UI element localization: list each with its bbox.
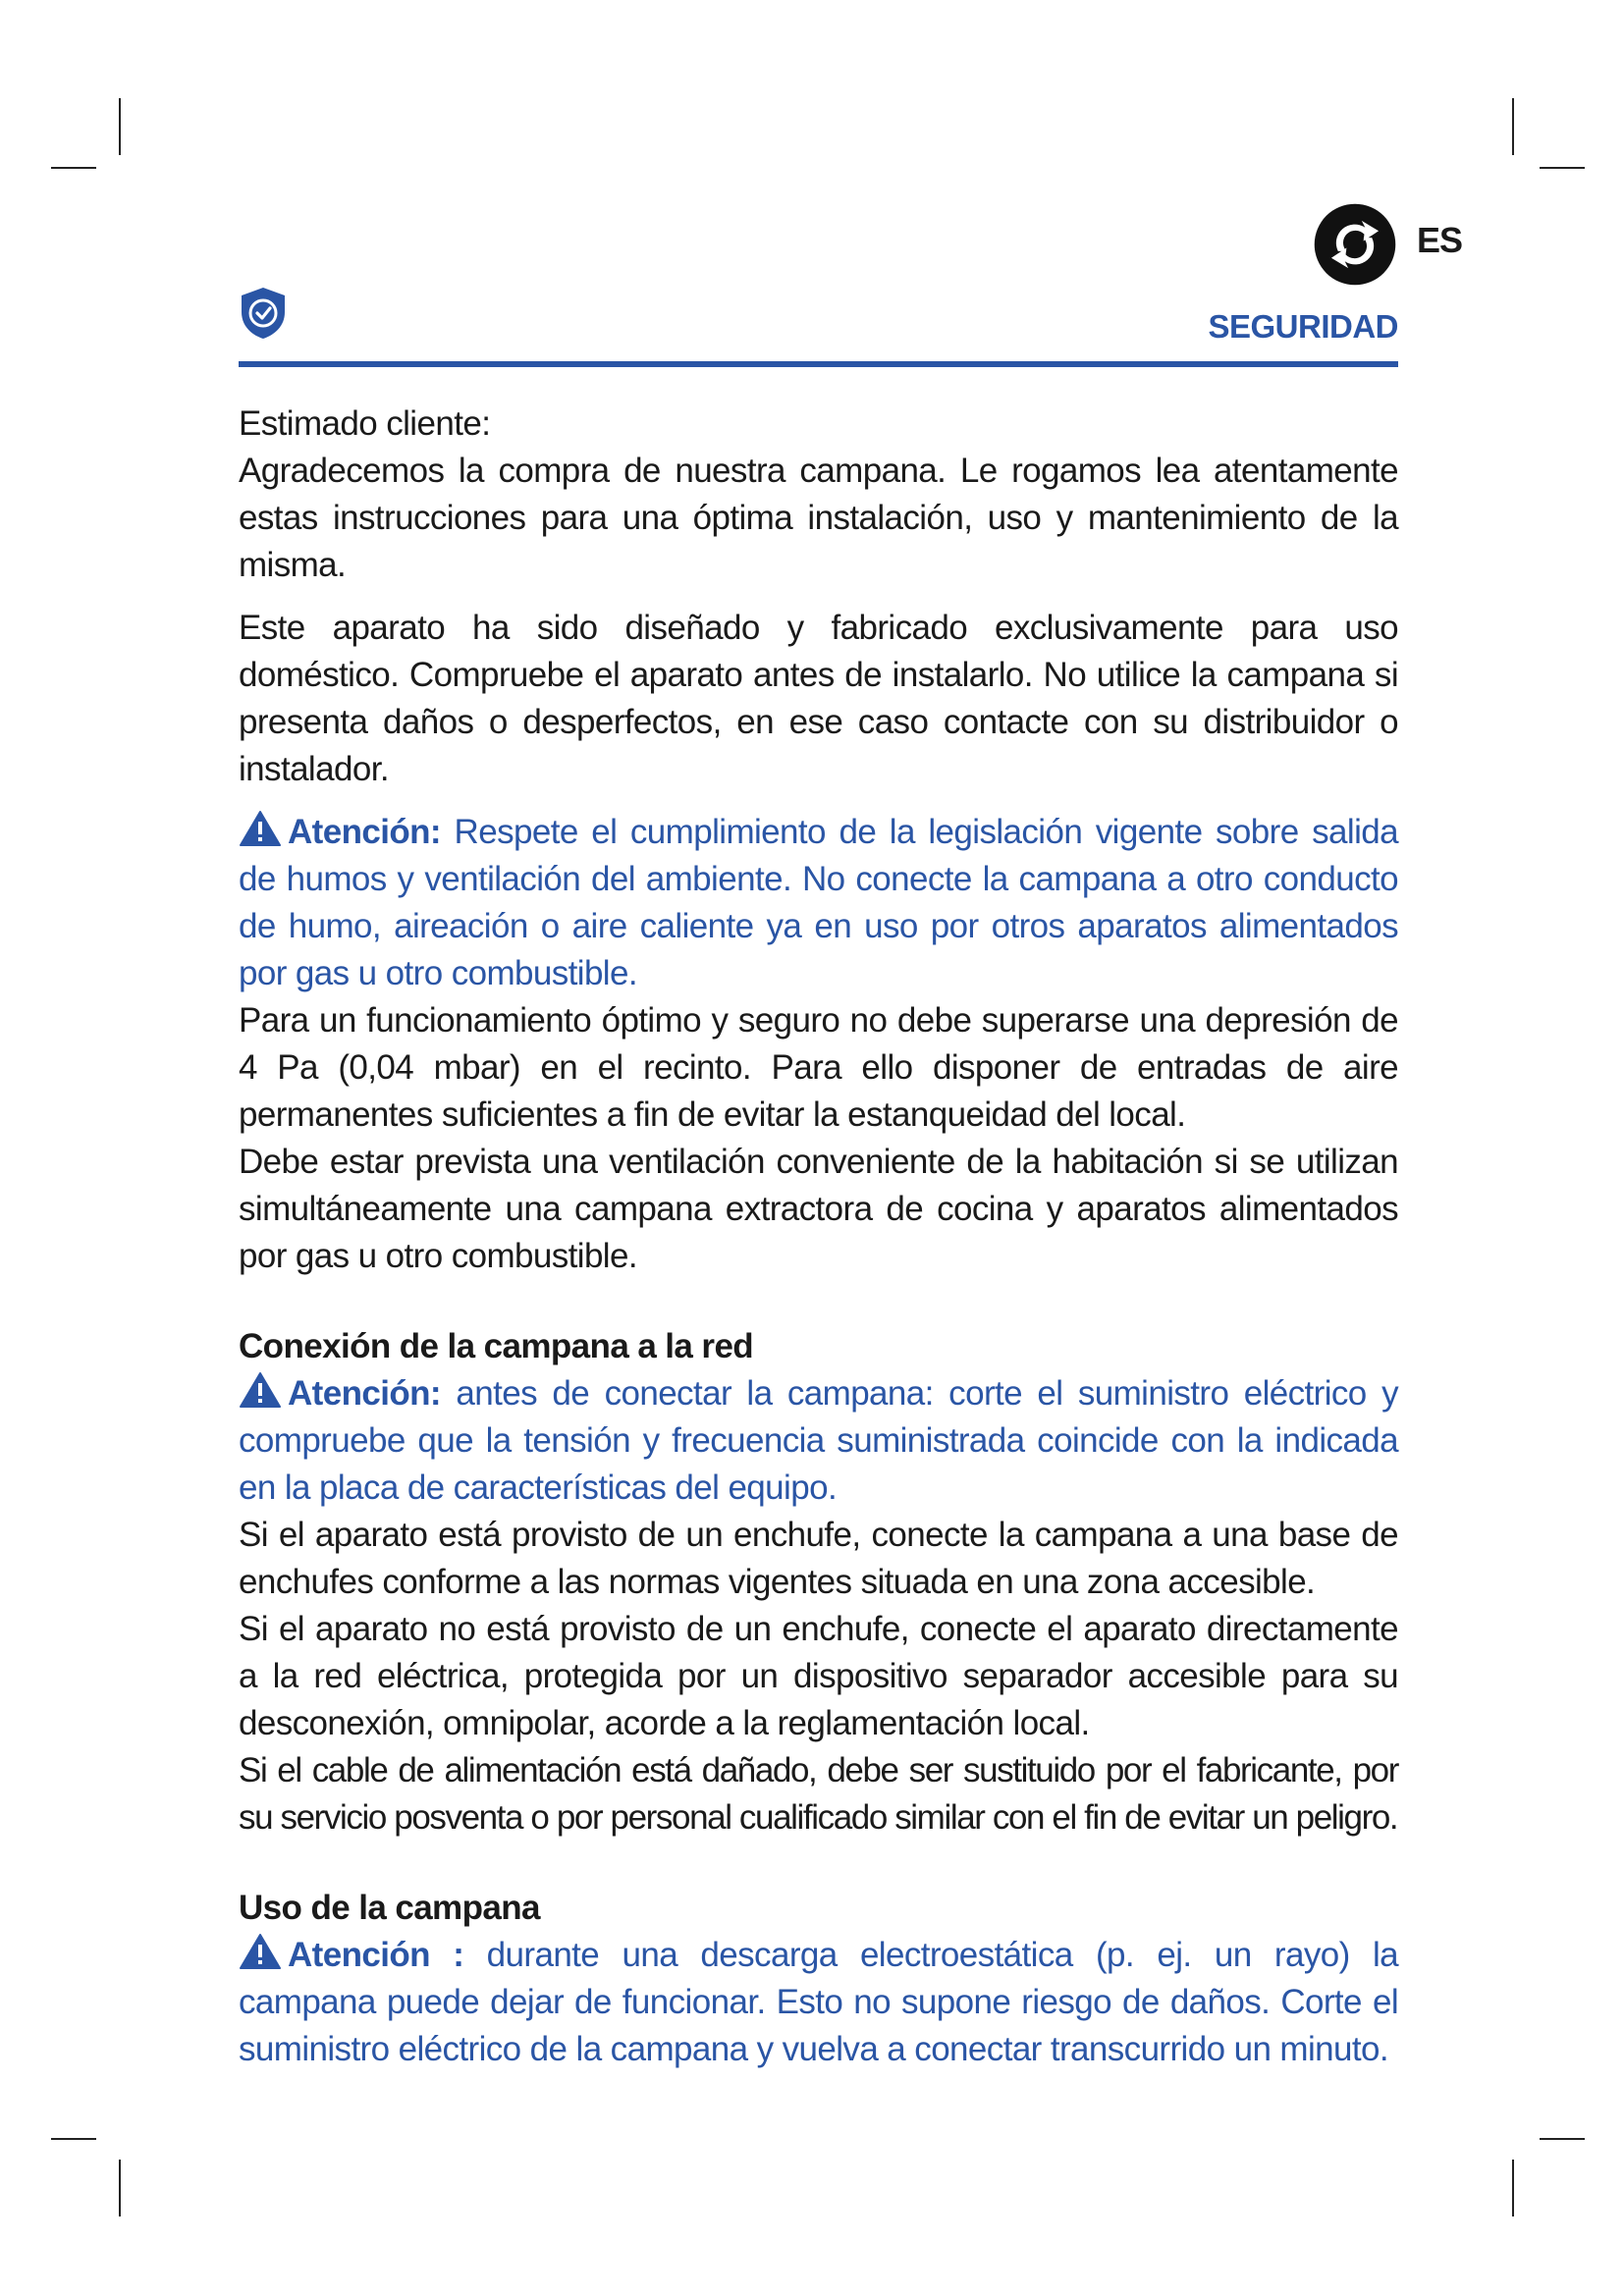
domestic-use-paragraph: Este aparato ha sido diseñado y fabricado exclusivamente para uso doméstico. Compruebe el aparato antes de instalarlo. No utilice la campana si presenta daños o desperfectos, en ese caso contacte con su distribuidor o instalador. (239, 609, 1398, 788)
section-title: SEGURIDAD (1208, 308, 1398, 345)
warning-paragraph (239, 1370, 1398, 1512)
crop-mark (1540, 167, 1585, 169)
warning-label: Atención: (288, 1374, 441, 1413)
warning-triangle-icon (239, 810, 282, 847)
crop-mark (1540, 2138, 1585, 2140)
warning-text: antes de conectar la campana: corte el suministro eléctrico y compruebe que la tensión y frecuencia suministrada coincide con la indicada en la placa de características del equipo. (239, 1374, 1398, 1507)
crop-mark (51, 167, 96, 169)
usage-heading: Uso de la campana (239, 1889, 540, 1927)
warning-text: durante una descarga electroestática (p. ej. un rayo) la campana puede dejar de funcionar. Esto no supone riesgo de daños. Corte el suministro eléctrico de la campana y vuelva a conectar transcurrido un minuto. (239, 1936, 1399, 2068)
greeting: Estimado cliente: (239, 404, 491, 443)
crop-mark (1512, 98, 1514, 155)
document-body (239, 400, 1398, 2073)
warning-triangle-icon (239, 1933, 282, 1970)
cable-paragraph: Si el cable de alimentación está dañado, debe ser sustituido por el fabricante, por su servicio posventa o por personal cualificado similar con el fin de evitar un peligro. (239, 1751, 1398, 1837)
warning-paragraph (239, 1932, 1398, 2073)
intro-paragraph: Agradecemos la compra de nuestra campana. Le rogamos lea atentamente estas instrucciones para una óptima instalación, uso y mantenimiento de la misma. (239, 452, 1398, 584)
crop-mark (119, 2160, 121, 2216)
crop-mark (119, 98, 121, 155)
shield-check-icon (239, 286, 288, 341)
warning-paragraph (239, 809, 1398, 997)
connection-heading: Conexión de la campana a la red (239, 1327, 754, 1365)
header-rule (239, 361, 1398, 367)
crop-mark (51, 2138, 96, 2140)
warning-text: Respete el cumplimiento de la legislación vigente sobre salida de humos y ventilación del ambiente. No conecte la campana a otro conducto de humo, aireación o aire caliente ya en uso por otros aparatos alimentados por gas u otro combustible. (239, 813, 1398, 992)
recycling-logo-icon (1313, 202, 1397, 287)
ventilation-paragraph: Debe estar prevista una ventilación conveniente de la habitación si se utilizan simultáneamente una campana extractora de cocina y aparatos alimentados por gas u otro combustible. (239, 1143, 1398, 1275)
warning-label: Atención: (288, 813, 441, 851)
language-code: ES (1417, 220, 1463, 260)
no-plug-paragraph: Si el aparato no está provisto de un enchufe, conecte el aparato directamente a la red eléctrica, protegida por un dispositivo separador accesible para su desconexión, omnipolar, acorde a la reglamentación local. (239, 1610, 1398, 1742)
plug-paragraph: Si el aparato está provisto de un enchufe, conecte la campana a una base de enchufes conforme a las normas vigentes situada en una zona accesible. (239, 1516, 1398, 1601)
warning-label: Atención : (288, 1936, 464, 1974)
warning-triangle-icon (239, 1371, 282, 1409)
crop-mark (1512, 2160, 1514, 2216)
ventilation-paragraph: Para un funcionamiento óptimo y seguro no debe superarse una depresión de 4 Pa (0,04 mbar) en el recinto. Para ello disponer de entradas de aire permanentes suficientes a fin de evitar la estanqueidad del local. (239, 1001, 1398, 1134)
